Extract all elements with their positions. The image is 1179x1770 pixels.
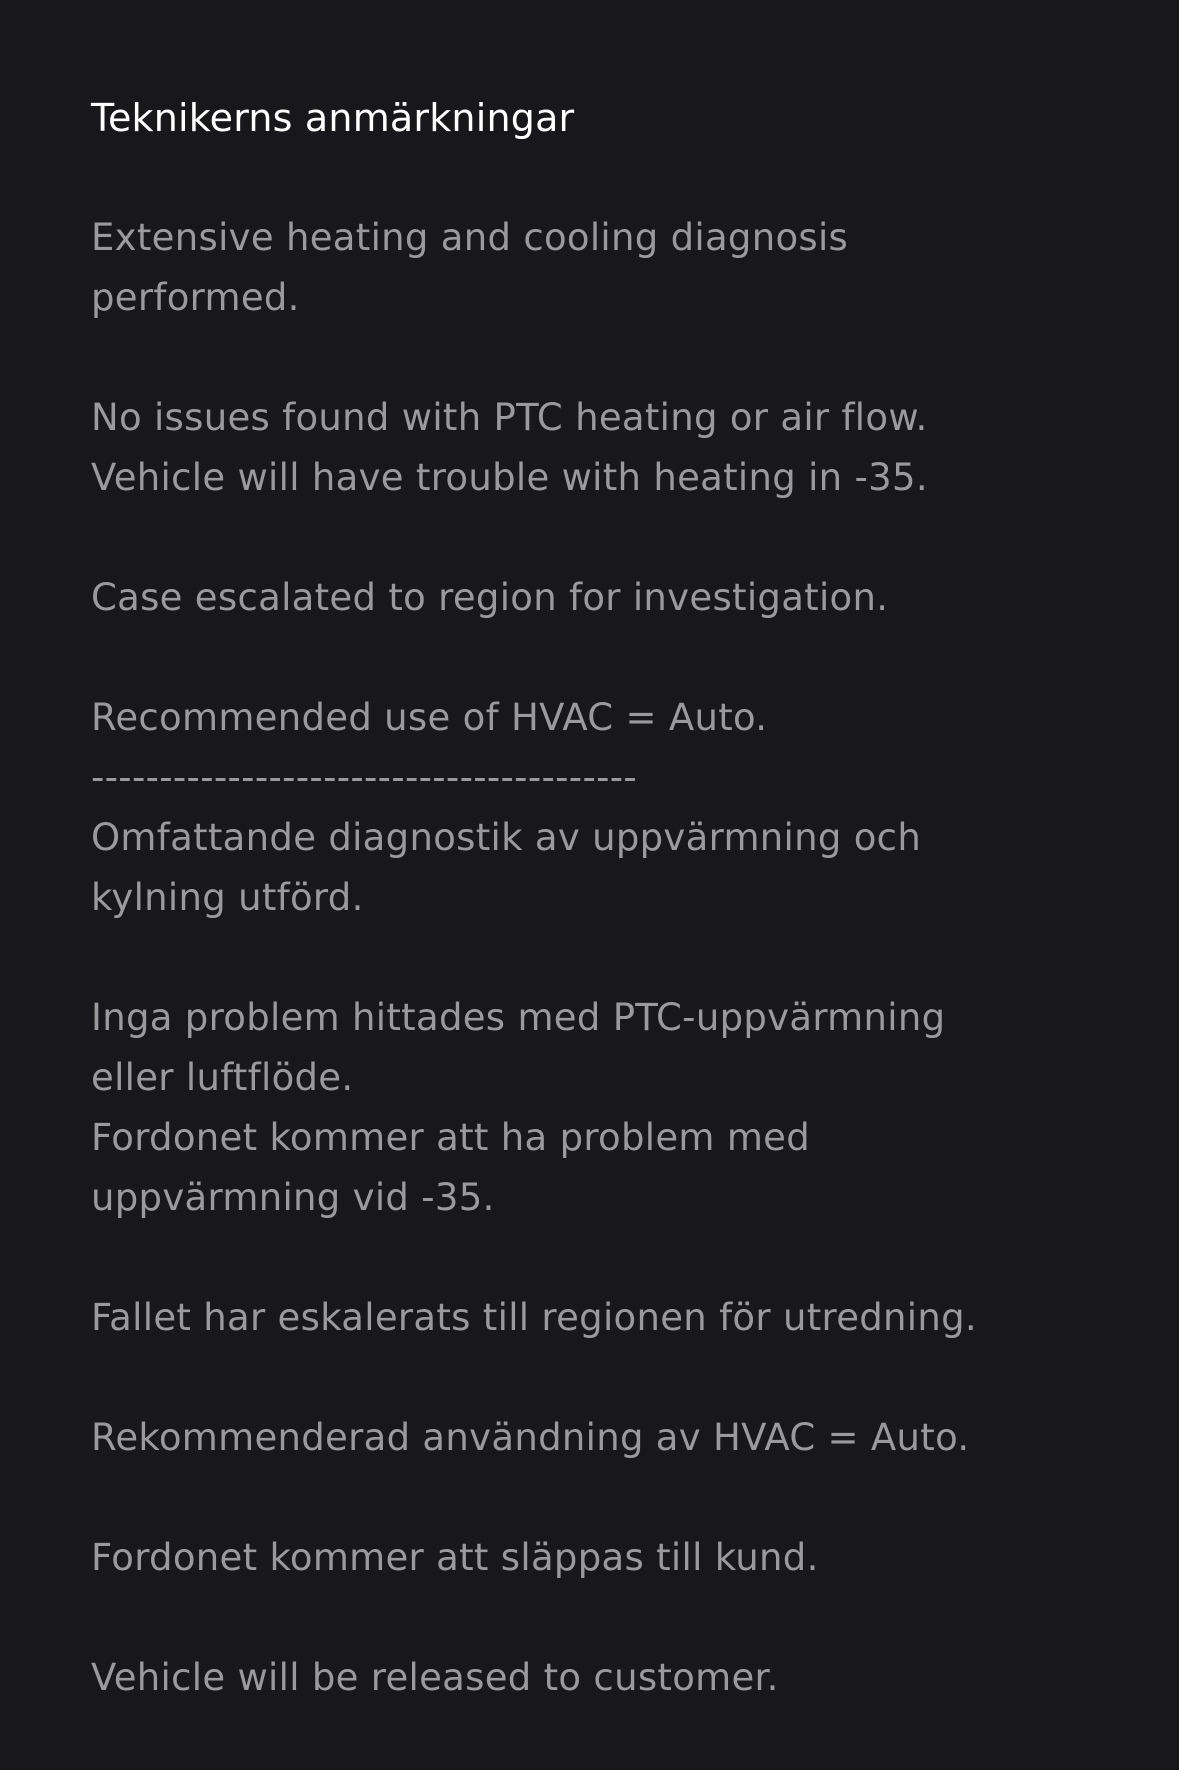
note-line: Fallet har eskalerats till regionen för utredning.	[91, 1296, 977, 1339]
note-line: Fordonet kommer att ha problem med	[91, 1116, 811, 1159]
note-line	[91, 628, 1081, 688]
note-line: Rekommenderad användning av HVAC = Auto.	[91, 1416, 970, 1459]
note-line	[91, 1348, 1081, 1408]
note-line: Vehicle will have trouble with heating in -35.	[91, 456, 928, 499]
note-line: No issues found with PTC heating or air flow.	[91, 396, 928, 439]
note-line: Vehicle will be released to customer.	[91, 1656, 779, 1699]
note-line: uppvärmning vid -35.	[91, 1176, 495, 1219]
note-line: Recommended use of HVAC = Auto.	[91, 696, 768, 739]
note-line	[91, 1228, 1081, 1288]
note-line: kylning utförd.	[91, 876, 364, 919]
note-divider: ----------------------------------------	[91, 756, 638, 799]
note-line: Omfattande diagnostik av uppvärmning och	[91, 816, 922, 859]
note-line: Case escalated to region for investigation.	[91, 576, 889, 619]
note-line	[91, 928, 1081, 988]
notes-title: Teknikerns anmärkningar	[91, 96, 575, 140]
note-line	[91, 328, 1081, 388]
note-line: Fordonet kommer att släppas till kund.	[91, 1536, 819, 1579]
notes-body	[91, 208, 1081, 1708]
note-line	[91, 1588, 1081, 1648]
note-line	[91, 1468, 1081, 1528]
note-line: performed.	[91, 276, 300, 319]
note-line: eller luftflöde.	[91, 1056, 354, 1099]
note-line	[91, 508, 1081, 568]
note-line: Inga problem hittades med PTC-uppvärmning	[91, 996, 946, 1039]
note-line: Extensive heating and cooling diagnosis	[91, 216, 849, 259]
